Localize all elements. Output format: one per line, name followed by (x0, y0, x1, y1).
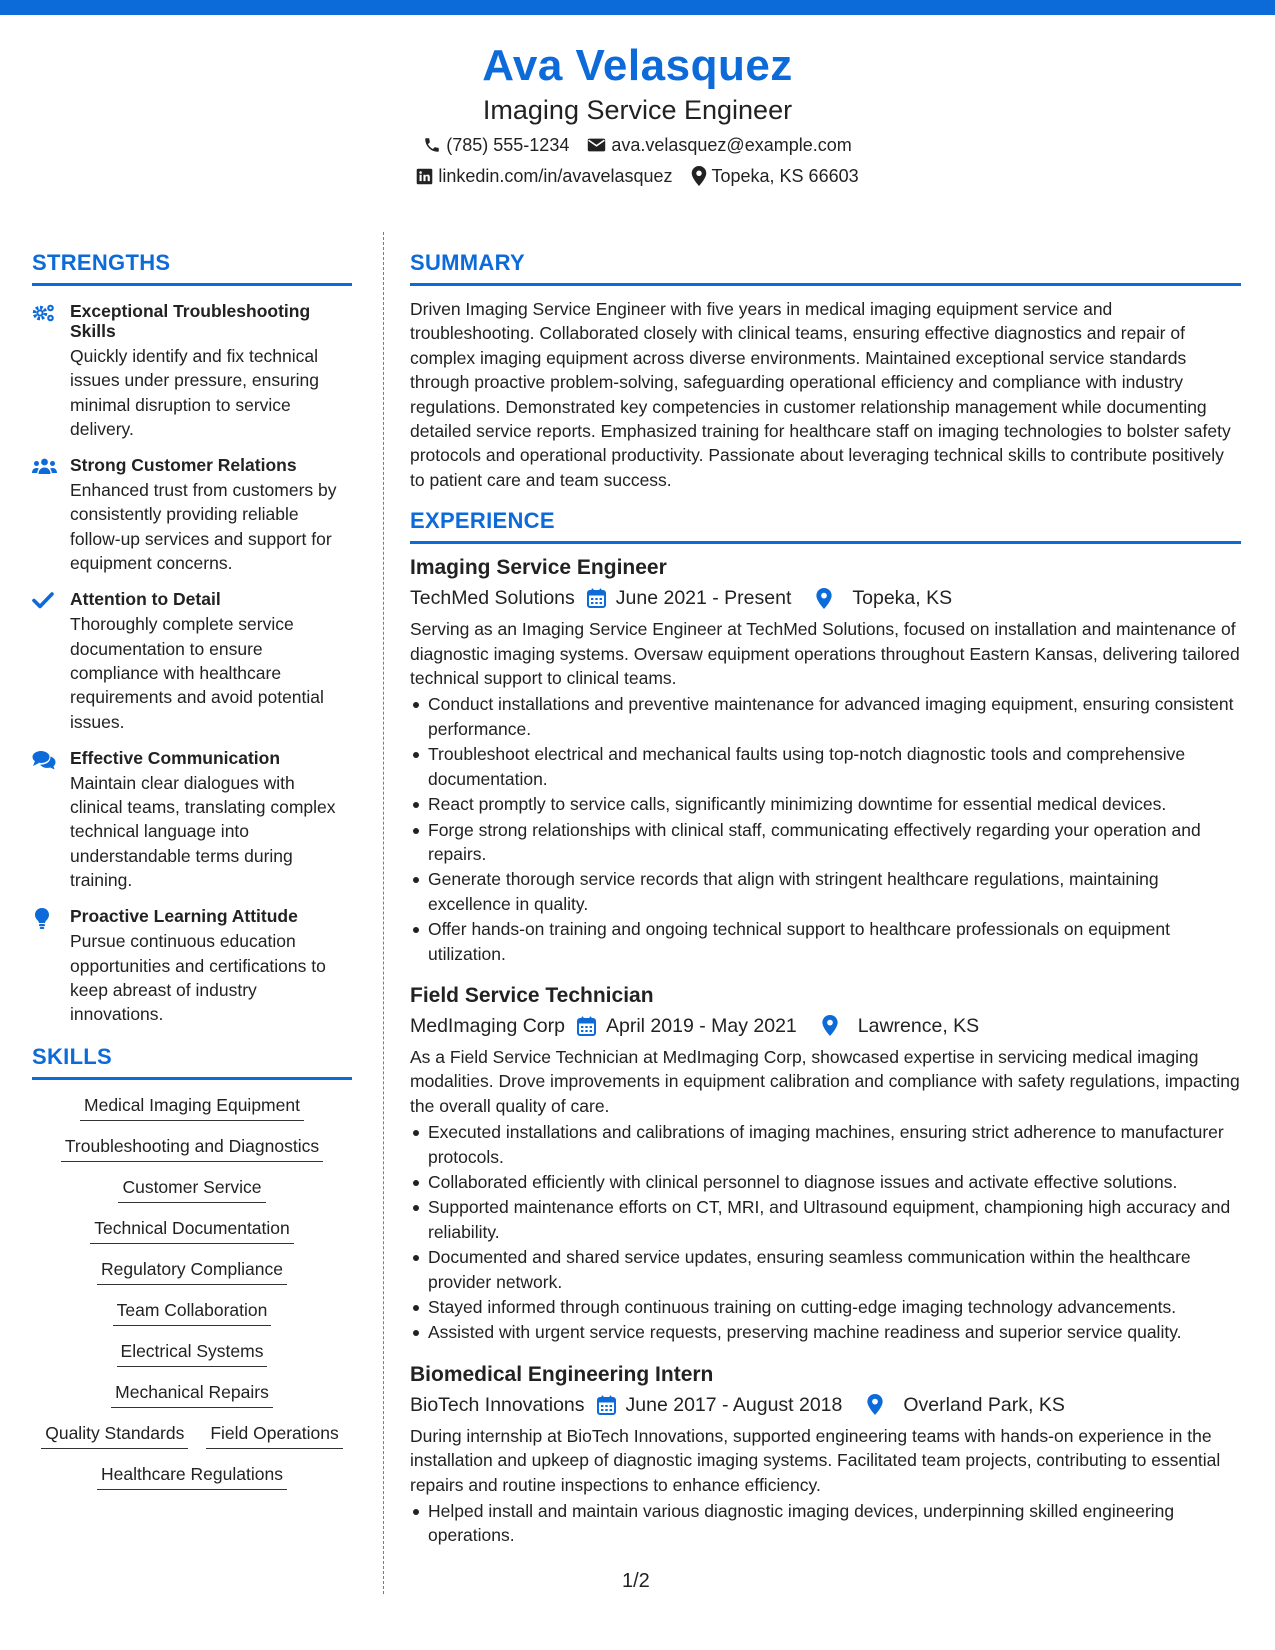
job-description: Serving as an Imaging Service Engineer at TechMed Solutions, focused on installation and maintenance of diagnostic imaging systems. Oversaw equipment operations throughout Eastern Kansas, delivering tailored technical support to clinical teams. (410, 619, 1240, 689)
map-pin-icon (691, 166, 707, 186)
skill-tag: Customer Service (118, 1176, 265, 1203)
right-column (410, 249, 1241, 1549)
users-icon (32, 455, 70, 480)
job-dates: June 2021 - Present (615, 587, 792, 610)
skill-tag: Mechanical Repairs (111, 1381, 273, 1408)
bullet-item: Conduct installations and preventive maintenance for advanced imaging equipment, ensuring consistent performance. (410, 692, 1241, 741)
bullet-item: Helped install and maintain various diagnostic imaging devices, underpinning skilled engineering operations. (410, 1499, 1241, 1548)
phone-icon (423, 136, 441, 154)
summary-rule (410, 283, 1241, 286)
strength-item (32, 748, 352, 892)
job-company: MedImaging Corp (410, 1014, 565, 1037)
strength-title: Attention to Detail (70, 589, 221, 610)
contact-row-2 (0, 163, 1275, 189)
skills-rule (32, 1077, 352, 1080)
linkedin-icon (416, 168, 433, 185)
email-text: ava.velasquez@example.com (611, 135, 852, 155)
map-pin-icon (855, 1394, 893, 1415)
summary-section (410, 249, 1241, 492)
bullet-item: Supported maintenance efforts on CT, MRI, and Ultrasound equipment, championing high accuracy and reliability. (410, 1195, 1241, 1244)
skill-tag: Regulatory Compliance (97, 1258, 287, 1285)
job-dates: April 2019 - May 2021 (606, 1014, 797, 1037)
strength-item (32, 301, 352, 441)
job-meta (410, 584, 1241, 612)
job-location: Overland Park, KS (903, 1393, 1065, 1416)
candidate-name: Ava Velasquez (482, 41, 793, 90)
skill-tag: Quality Standards (41, 1422, 188, 1449)
job-title: Imaging Service Engineer (410, 556, 667, 580)
resume-header (0, 40, 1275, 189)
check-icon (32, 589, 70, 614)
email-item[interactable] (587, 132, 851, 158)
linkedin-text: linkedin.com/in/avavelasquez (438, 166, 673, 186)
strength-desc: Enhanced trust from customers by consistently providing reliable follow-up services and support for equipment concerns. (70, 480, 337, 574)
candidate-title: Imaging Service Engineer (482, 95, 793, 125)
strength-title: Proactive Learning Attitude (70, 906, 298, 927)
strength-item (32, 455, 352, 575)
map-pin-icon (804, 588, 842, 609)
bullet-item: Stayed informed through continuous training on cutting-edge imaging technology advancements. (410, 1295, 1241, 1319)
bullet-item: React promptly to service calls, significantly minimizing downtime for essential medical devices. (410, 792, 1241, 816)
linkedin-item[interactable] (416, 163, 672, 189)
job-location: Lawrence, KS (857, 1014, 980, 1037)
lightbulb-icon (32, 906, 70, 935)
strength-item (32, 906, 352, 1026)
column-divider (383, 232, 384, 1594)
strengths-list (32, 301, 352, 1027)
summary-heading: SUMMARY (410, 250, 525, 275)
job-bullets (410, 1499, 1241, 1548)
skill-tag: Troubleshooting and Diagnostics (61, 1135, 323, 1162)
strength-desc: Maintain clear dialogues with clinical teams, translating complex technical language into understandable terms during training. (70, 772, 336, 891)
bullet-item: Documented and shared service updates, ensuring seamless communication within the healthcare provider network. (410, 1245, 1241, 1294)
map-pin-icon (810, 1015, 848, 1036)
location-text: Topeka, KS 66603 (711, 166, 859, 186)
job-meta (410, 1012, 1241, 1040)
skill-tag: Team Collaboration (113, 1299, 272, 1326)
skills-heading: SKILLS (32, 1043, 113, 1069)
bullet-item: Offer hands-on training and ongoing technical support to healthcare professionals on equipment utilization. (410, 917, 1241, 966)
strength-desc: Quickly identify and fix technical issues under pressure, ensuring minimal disruption to service delivery. (70, 346, 320, 439)
page-number: 1/2 (622, 1570, 650, 1592)
phone-text: (785) 555-1234 (446, 135, 570, 155)
left-column (32, 249, 352, 1490)
experience-heading: EXPERIENCE (410, 508, 555, 534)
phone-item (423, 132, 569, 158)
job-title: Biomedical Engineering Intern (410, 1362, 714, 1386)
skills-section (32, 1043, 352, 1490)
bullet-item: Assisted with urgent service requests, preserving machine readiness and superior service quality. (410, 1320, 1241, 1344)
job-description: As a Field Service Technician at MedImaging Corp, showcased expertise in servicing medical imaging modalities. Drove improvements in equipment calibration and compliance with safety regulations, impacting the overall quality of care. (410, 1046, 1240, 1116)
bullet-item: Forge strong relationships with clinical staff, communicating effectively regarding your operation and repairs. (410, 818, 1241, 867)
bullet-item: Executed installations and calibrations of imaging machines, ensuring strict adherence to manufacturer protocols. (410, 1120, 1241, 1169)
calendar-icon (585, 1395, 626, 1415)
experience-rule (410, 541, 1241, 544)
skill-tag: Medical Imaging Equipment (80, 1094, 304, 1121)
job-title: Field Service Technician (410, 983, 654, 1007)
strengths-heading: STRENGTHS (32, 250, 171, 275)
skills-list (32, 1094, 352, 1490)
job-company: TechMed Solutions (410, 587, 575, 610)
job-bullets (410, 1120, 1241, 1345)
strength-item (32, 589, 352, 733)
skill-tag: Healthcare Regulations (97, 1463, 287, 1490)
job-entry (410, 982, 1241, 1345)
skill-tag: Electrical Systems (117, 1340, 268, 1367)
bullet-item: Troubleshoot electrical and mechanical faults using top-notch diagnostic tools and comprehensive documentation. (410, 742, 1241, 791)
location-item (691, 163, 859, 189)
summary-text: Driven Imaging Service Engineer with five years in medical imaging equipment service and troubleshooting. Collaborated closely with clinical teams, ensuring effective diagnostics and repair of complex imaging equipment across diverse environments. Maintained exceptional service standards through proactive problem-solving, safeguarding operational efficiency and compliance with industry regulations. Demonstrated key competencies in customer relationship management while documenting detailed service reports. Emphasized training for healthcare staff on imaging technologies to bolster safety protocols and operational productivity. Passionate about leveraging technical skills to contribute positively to patient care and team success. (410, 299, 1231, 490)
bullet-item: Collaborated efficiently with clinical personnel to diagnose issues and activate effective solutions. (410, 1170, 1241, 1194)
job-meta (410, 1391, 1241, 1419)
calendar-icon (565, 1016, 606, 1036)
strengths-rule (32, 283, 352, 286)
contact-row-1 (0, 132, 1275, 158)
experience-section (410, 507, 1241, 1548)
job-company: BioTech Innovations (410, 1393, 585, 1416)
job-dates: June 2017 - August 2018 (625, 1393, 843, 1416)
bullet-item: Generate thorough service records that align with stringent healthcare regulations, maintaining excellence in quality. (410, 867, 1241, 916)
gears-icon (32, 301, 70, 328)
strength-title: Exceptional Troubleshooting Skills (70, 301, 311, 341)
skill-tag: Field Operations (206, 1422, 342, 1449)
strength-desc: Thoroughly complete service documentation to ensure compliance with healthcare requirements and avoid potential issues. (70, 614, 324, 732)
top-accent-bar (0, 0, 1275, 15)
strength-title: Effective Communication (70, 747, 281, 768)
envelope-icon (587, 137, 606, 153)
strengths-section (32, 249, 352, 1027)
calendar-icon (575, 588, 616, 608)
job-entry (410, 1361, 1241, 1548)
job-description: During internship at BioTech Innovations, supported engineering teams with hands-on experience in the installation and upkeep of diagnostic imaging systems. Facilitated team projects, contributing to essential repairs and routine inspections to enhance efficiency. (410, 1425, 1221, 1495)
strength-desc: Pursue continuous education opportunities and certifications to keep abreast of industry innovations. (70, 931, 326, 1025)
comments-icon (32, 748, 70, 775)
job-entry (410, 554, 1241, 966)
skill-tag: Technical Documentation (90, 1217, 294, 1244)
strength-title: Strong Customer Relations (70, 455, 297, 476)
job-bullets (410, 692, 1241, 965)
job-location: Topeka, KS (852, 587, 953, 610)
